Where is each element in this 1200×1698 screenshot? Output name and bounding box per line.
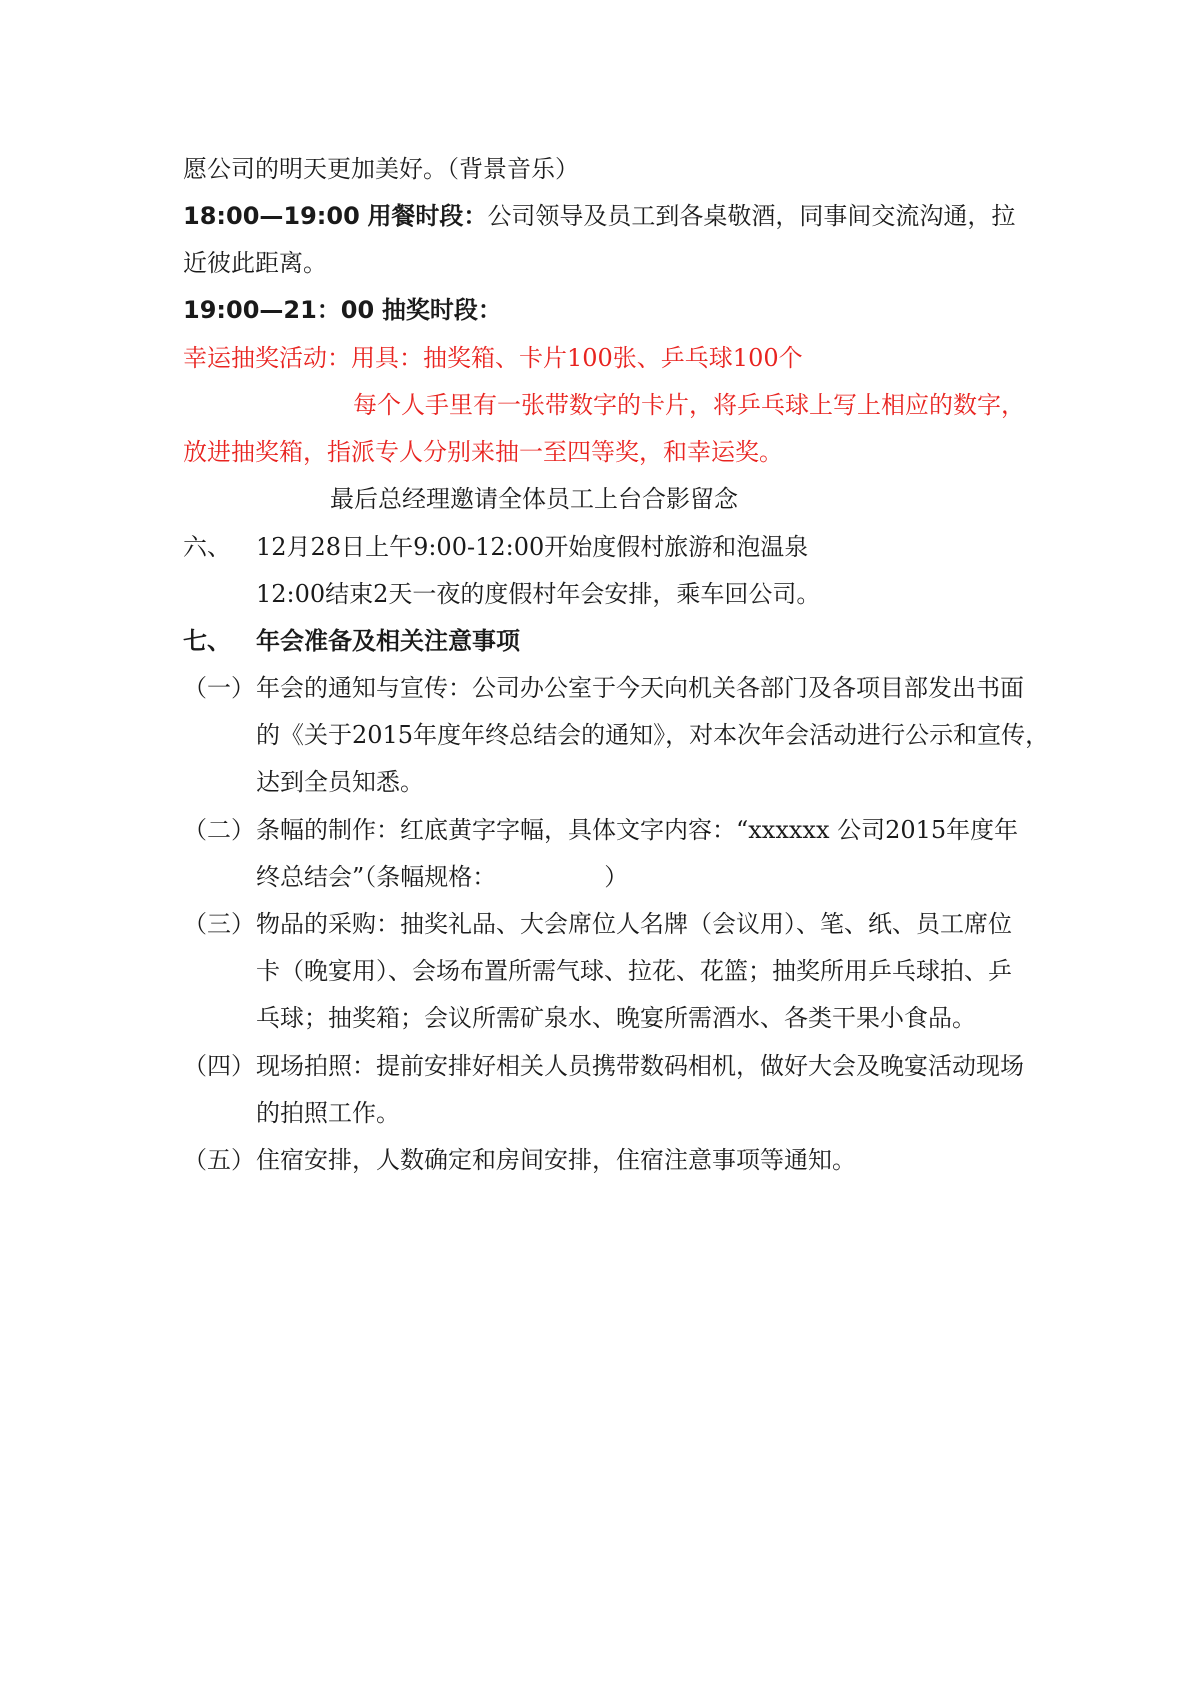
- item-text: 现场拍照：提前安排好相关人员携带数码相机，做好大会及晚宴活动现场: [256, 1052, 1024, 1080]
- schedule-time: 18:00—19:00: [183, 202, 360, 230]
- item-text: 条幅的制作：红底黄字字幅，具体文字内容：“xxxxxx 公司2015年度年: [256, 816, 1019, 844]
- schedule-label: 用餐时段：: [367, 201, 488, 230]
- schedule-label: 抽奖时段：: [381, 295, 502, 324]
- section-6: [183, 531, 808, 563]
- section-title: 年会准备及相关注意事项: [256, 626, 520, 655]
- lottery-tools-line: 幸运抽奖活动：用具：抽奖箱、卡片100张、乒乓球100个: [183, 344, 803, 372]
- lottery-desc-line: 放进抽奖箱，指派专人分别来抽一至四等奖，和幸运奖。: [183, 438, 783, 466]
- list-item: [183, 672, 1024, 704]
- item-text: 物品的采购：抽奖礼品、大会席位人名牌（会议用）、笔、纸、员工席位: [256, 910, 1012, 938]
- item-text: 的拍照工作。: [256, 1099, 400, 1127]
- item-text: 住宿安排，人数确定和房间安排，住宿注意事项等通知。: [256, 1146, 856, 1174]
- section-marker: 六、: [183, 533, 231, 561]
- schedule-time: 19:00—21：00: [183, 296, 375, 324]
- text-line: 最后总经理邀请全体员工上台合影留念: [330, 485, 738, 513]
- item-marker: （四）: [183, 1052, 255, 1080]
- list-item: [183, 814, 1018, 846]
- text-line: 愿公司的明天更加美好。（背景音乐）: [183, 155, 579, 183]
- item-text: 卡（晚宴用）、会场布置所需气球、拉花、花篮；抽奖所用乒乓球拍、乒: [256, 957, 1012, 985]
- lottery-desc-line: 每个人手里有一张带数字的卡片，将乒乓球上写上相应的数字，: [353, 391, 1025, 419]
- item-marker: （五）: [183, 1146, 255, 1174]
- item-text: 达到全员知悉。: [256, 768, 424, 796]
- schedule-desc: 公司领导及员工到各桌敬酒，同事间交流沟通，拉: [487, 202, 1016, 230]
- list-item: [183, 908, 1012, 940]
- list-item: [183, 1144, 856, 1176]
- section-text: 12:00结束2天一夜的度假村年会安排，乘车回公司。: [256, 580, 821, 608]
- item-marker: （一）: [183, 674, 255, 702]
- schedule-dinner: [183, 200, 1023, 232]
- section-7-heading: [183, 625, 520, 657]
- schedule-lottery: [183, 294, 502, 326]
- item-text: 终总结会”（条幅规格： ）: [256, 863, 629, 891]
- item-marker: （二）: [183, 816, 255, 844]
- text-line: 近彼此距离。: [183, 249, 327, 277]
- section-marker: 七、: [183, 626, 231, 655]
- list-item: [183, 1050, 1024, 1082]
- item-text: 的《关于2015年度年终总结会的通知》，对本次年会活动进行公示和宣传，: [256, 721, 1050, 749]
- item-text: 乓球；抽奖箱；会议所需矿泉水、晚宴所需酒水、各类干果小食品。: [256, 1004, 976, 1032]
- item-marker: （三）: [183, 910, 255, 938]
- item-text: 年会的通知与宣传：公司办公室于今天向机关各部门及各项目部发出书面: [256, 674, 1024, 702]
- section-text: 12月28日上午9:00-12:00开始度假村旅游和泡温泉: [256, 533, 809, 561]
